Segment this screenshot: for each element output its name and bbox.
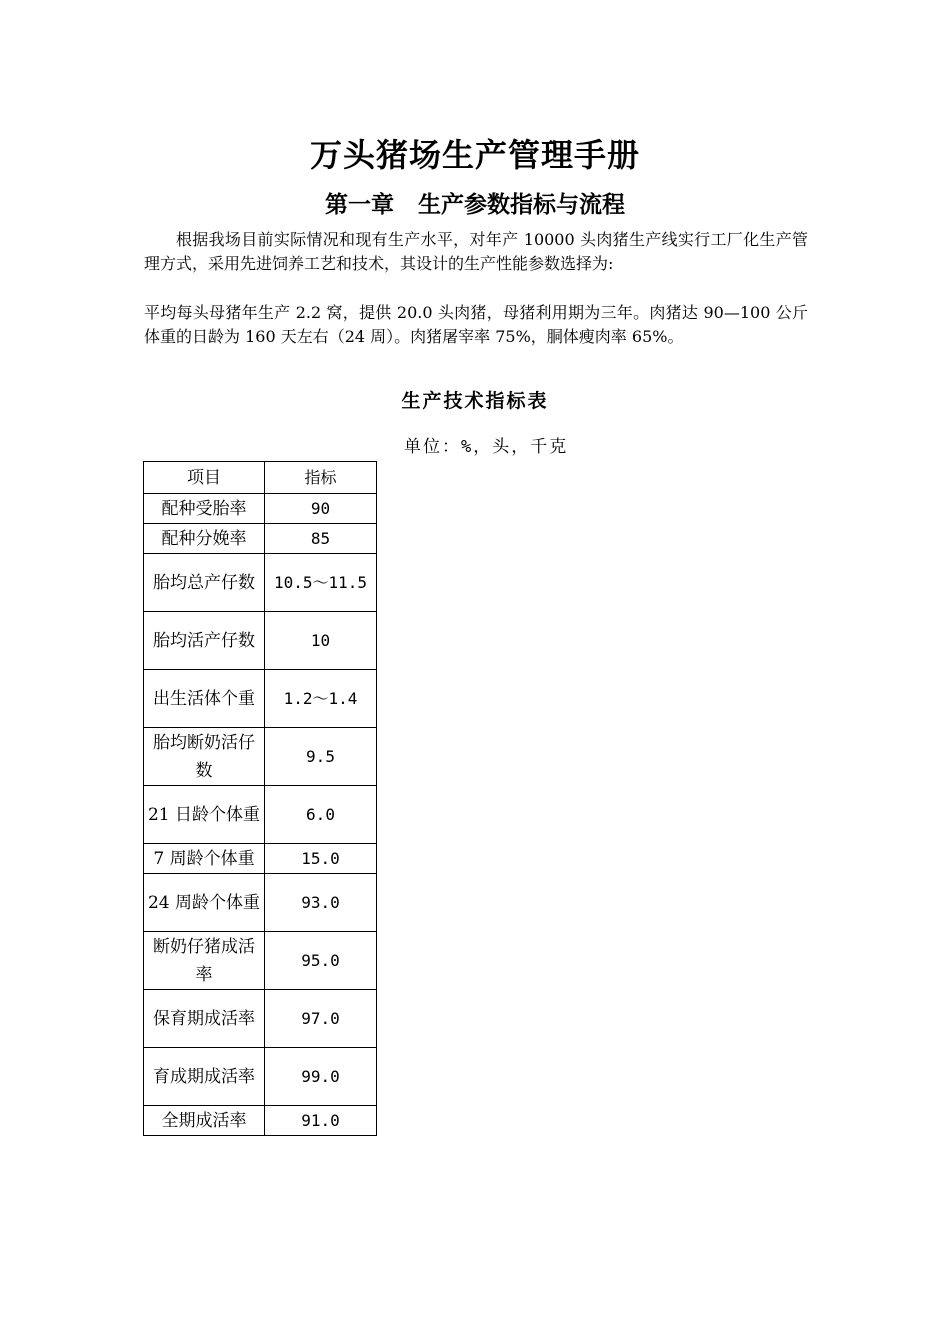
- row-value: 95.0: [265, 932, 377, 990]
- row-item: 胎均总产仔数: [144, 554, 265, 612]
- row-value: 6.0: [265, 786, 377, 844]
- table-row: [144, 1106, 377, 1136]
- header-value: 指标: [265, 462, 377, 494]
- table-unit: 单位：%，头，千克: [404, 437, 569, 457]
- row-value: 10: [265, 612, 377, 670]
- row-item: 全期成活率: [144, 1106, 265, 1136]
- production-metrics-table: [143, 461, 377, 1136]
- parameters-paragraph: 平均每头母猪年生产 2.2 窝，提供 20.0 头肉猪，母猪利用期为三年。肉猪达 90—100 公斤体重的日龄为 160 天左右（24 周）。肉猪屠宰率 75%，胴体瘦肉率 65%。: [144, 303, 808, 346]
- row-value: 10.5～11.5: [265, 554, 377, 612]
- header-item: 项目: [144, 462, 265, 494]
- table-row: [144, 554, 377, 612]
- row-value: 90: [265, 494, 377, 524]
- table-row: [144, 844, 377, 874]
- chapter-title: 第一章 生产参数指标与流程: [324, 192, 626, 218]
- row-item: 育成期成活率: [144, 1048, 265, 1106]
- table-row: [144, 1048, 377, 1106]
- row-item: 21 日龄个体重: [144, 786, 265, 844]
- table-row: [144, 786, 377, 844]
- row-item: 保育期成活率: [144, 990, 265, 1048]
- row-value: 1.2～1.4: [265, 670, 377, 728]
- row-item: 配种受胎率: [144, 494, 265, 524]
- document-title: 万头猪场生产管理手册: [309, 136, 640, 174]
- table-row: [144, 874, 377, 932]
- row-item: 24 周龄个体重: [144, 874, 265, 932]
- table-header-row: [144, 462, 377, 494]
- row-value: 9.5: [265, 728, 377, 786]
- row-item: 胎均活产仔数: [144, 612, 265, 670]
- row-value: 93.0: [265, 874, 377, 932]
- table-row: [144, 494, 377, 524]
- table-row: [144, 612, 377, 670]
- table-row: [144, 524, 377, 554]
- row-value: 97.0: [265, 990, 377, 1048]
- row-value: 15.0: [265, 844, 377, 874]
- row-item: 断奶仔猪成活率: [144, 932, 265, 990]
- row-value: 99.0: [265, 1048, 377, 1106]
- row-item: 7 周龄个体重: [144, 844, 265, 874]
- row-value: 85: [265, 524, 377, 554]
- table-row: [144, 728, 377, 786]
- table-row: [144, 932, 377, 990]
- table-title: 生产技术指标表: [401, 390, 549, 412]
- row-item: 配种分娩率: [144, 524, 265, 554]
- row-item: 出生活体个重: [144, 670, 265, 728]
- row-value: 91.0: [265, 1106, 377, 1136]
- table-row: [144, 670, 377, 728]
- table-row: [144, 990, 377, 1048]
- intro-paragraph: 根据我场目前实际情况和现有生产水平，对年产 10000 头肉猪生产线实行工厂化生产管理方式，采用先进饲养工艺和技术，其设计的生产性能参数选择为:: [144, 230, 808, 273]
- row-item: 胎均断奶活仔数: [144, 728, 265, 786]
